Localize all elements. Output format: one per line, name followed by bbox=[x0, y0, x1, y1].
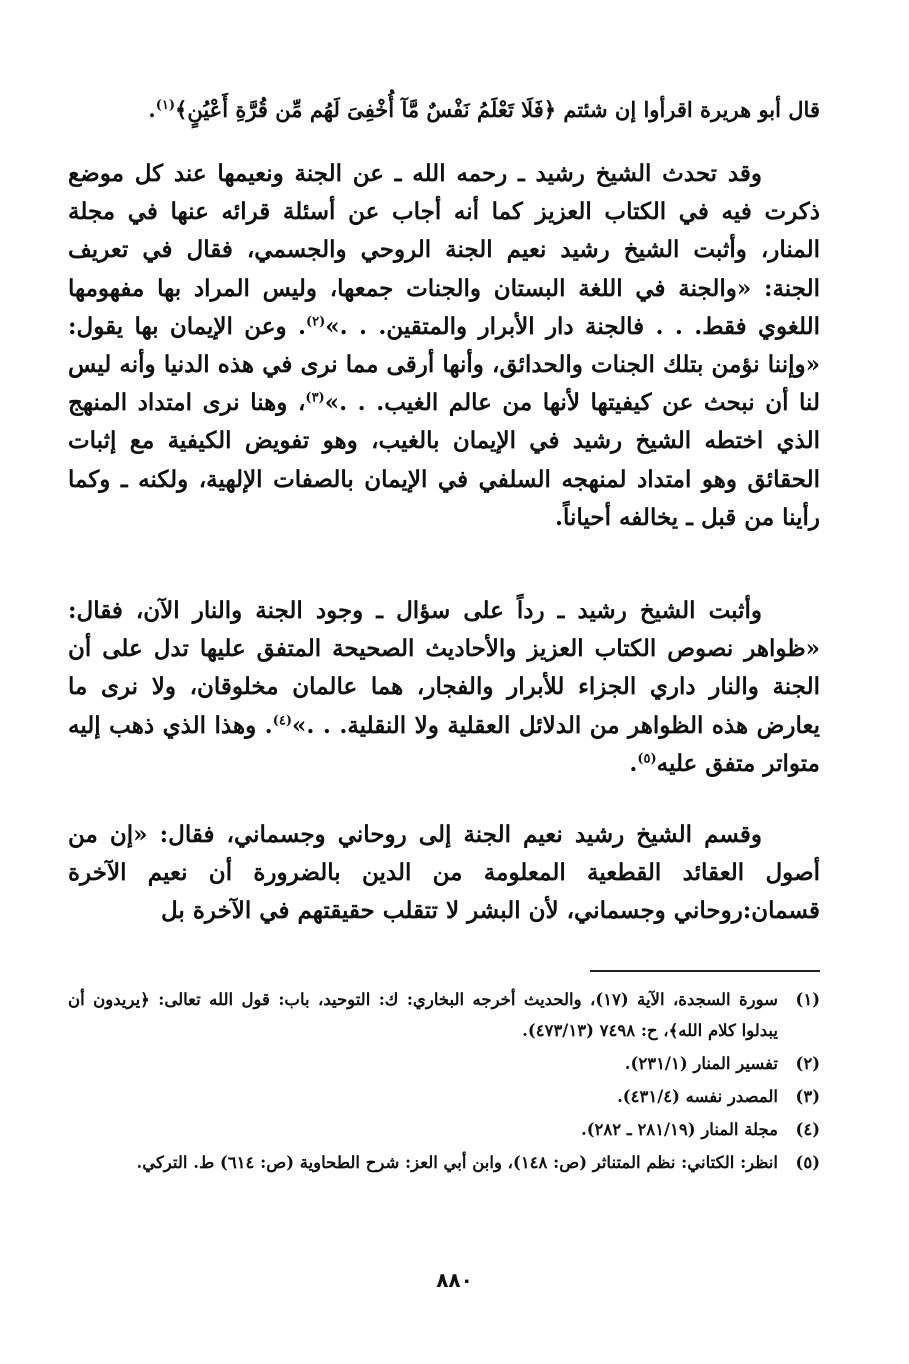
paragraph-2-text-c: . bbox=[629, 749, 638, 777]
footnote-5 bbox=[68, 1147, 820, 1178]
footnote-2 bbox=[68, 1048, 820, 1079]
footnote-ref-1[interactable]: (١) bbox=[155, 98, 176, 113]
intro-text: قال أبو هريرة اقرأوا إن شئتم ﴿فَلَا تَعْلَمُ نَفْسٌ مَّآ أُخْفِىَ لَهُم مِّن قُرَّةِ أَعْيُنٍ﴾ bbox=[175, 97, 820, 122]
footnote-text: المصدر نفسه (٤٣١/٤). bbox=[617, 1087, 778, 1106]
footnote-number: (٣) bbox=[795, 1087, 820, 1106]
footnote-3 bbox=[68, 1081, 820, 1112]
footnote-number: (١) bbox=[795, 990, 820, 1009]
footnote-text: انظر: الكتاني: نظم المتناثر (ص: ١٤٨)، وابن أبي العز: شرح الطحاوية (ص: ٦١٤) ط. التركي. bbox=[136, 1153, 778, 1172]
paragraph-1-text-a: وقد تحدث الشيخ رشيد ـ رحمه الله ـ عن الجنة ونعيمها عند كل موضع ذكرت فيه في الكتاب العزيز كما أنه أجاب عن أسئلة قرائه عنها في مجلة المنار، وأثبت الشيخ رشيد نعيم الجنة الروحي والجسمي، فقال في تعريف الجنة: «والجنة في اللغة البستان والجنات جمعها، وليس المراد بها مفهومها اللغوي فقط. . . فالجنة دار الأبرار والمتقين. . .» bbox=[68, 160, 820, 340]
footnotes bbox=[68, 984, 820, 1180]
footnote-ref-2[interactable]: (٢) bbox=[305, 314, 326, 330]
intro-paragraph bbox=[68, 88, 820, 132]
intro-end: . bbox=[148, 97, 156, 122]
paragraph-3-text: وقسم الشيخ رشيد نعيم الجنة إلى روحاني وجسماني، فقال: «إن من أصول العقائد القطعية المعلومة من الدين بالضرورة أن نعيم الآخرة قسمان:روحاني وجسماني، لأن البشر لا تتقلب حقيقتهم في الآخرة بل bbox=[68, 821, 820, 925]
paragraph-1-text-b: . وعن الإيمان بها يقول: «وإننا نؤمن بتلك الجنات والحدائق، وأنها أرقى مما نرى في هذه الدنيا وأنه ليس لنا أن نبحث عن كيفيتها لأنها من عالم الغيب. . .» bbox=[68, 312, 821, 417]
paragraph-2 bbox=[68, 592, 820, 783]
footnote-ref-3[interactable]: (٣) bbox=[305, 390, 325, 406]
footnote-1 bbox=[68, 984, 820, 1046]
paragraph-1 bbox=[68, 155, 820, 537]
footnote-text: مجلة المنار (٢٨١/١٩ ـ ٢٨٢). bbox=[580, 1120, 778, 1139]
footnote-number: (٢) bbox=[795, 1054, 820, 1073]
footnote-ref-4[interactable]: (٤) bbox=[272, 712, 292, 728]
footnote-number: (٥) bbox=[795, 1153, 820, 1172]
footnote-4 bbox=[68, 1114, 820, 1145]
paragraph-1-text-c: ، وهنا نرى امتداد المنهج الذي اختطه الشيخ رشيد في الإيمان بالغيب، وهو تفويض الكيفية مع إثبات الحقائق وهو امتداد لمنهجه السلفي في الإيمان بالصفات الإلهية، ولكنه ـ وكما رأينا من قبل ـ يخالفه أحياناً. bbox=[68, 389, 820, 531]
paragraph-2-text-a: وأثبت الشيخ رشيد ـ رداً على سؤال ـ وجود الجنة والنار الآن، فقال: «ظواهر نصوص الكتاب العزيز والأحاديث الصحيحة المتفق عليها تدل على أن الجنة والنار داري الجزاء للأبرار والفجار، هما عالمان مخلوقان، ولا نرى ما يعارض هذه الظواهر من الدلائل العقلية ولا النقلية. . .» bbox=[68, 597, 820, 739]
footnote-number: (٤) bbox=[795, 1120, 820, 1139]
paragraph-2-text-b: . وهذا الذي ذهب إليه متواتر متفق عليه bbox=[68, 711, 820, 777]
footnote-text: سورة السجدة، الآية (١٧)، والحديث أخرجه البخاري: ك: التوحيد، باب: قول الله تعالى: ﴿يريدون أن يبدلوا كلام الله﴾، ح: ٧٤٩٨ (٤٧٣/١٣). bbox=[68, 990, 778, 1040]
footnote-ref-5[interactable]: (٥) bbox=[637, 751, 657, 767]
page-number: ٨٨٠ bbox=[436, 1268, 473, 1292]
intro-line bbox=[68, 88, 820, 132]
paragraph-3 bbox=[68, 816, 820, 931]
footnote-divider bbox=[590, 970, 820, 972]
footnote-text: تفسير المنار (٢٣١/١). bbox=[624, 1054, 778, 1073]
